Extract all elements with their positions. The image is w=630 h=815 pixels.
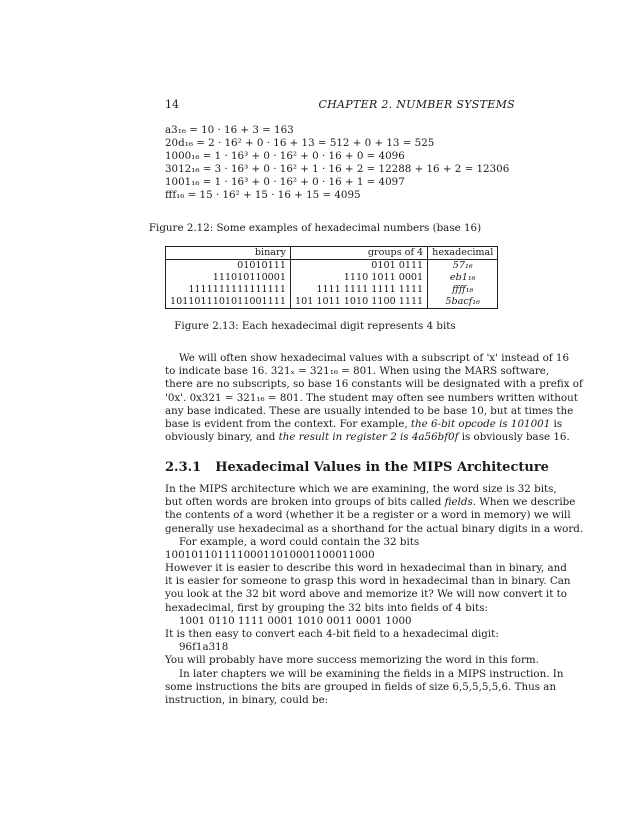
text-line: any base indicated. These are usually intended to be base 10, but at times the (165, 404, 574, 417)
hex-examples-equations (165, 124, 509, 202)
text-line: you look at the 32 bit word above and memorize it? We will now convert it to (165, 588, 567, 601)
hex-conversion-table (165, 246, 498, 309)
text-line: the contents of a word (whether it be a register or a word in memory) we will (165, 509, 571, 522)
memorize-line: You will probably have more success memorizing the word in this form. (165, 654, 539, 666)
text-line: it is easier for someone to grasp this word in hexadecimal than in binary. Can (165, 575, 571, 588)
paragraph-instruction-fields (165, 668, 564, 708)
convert-line: It is then easy to convert each 4-bit field to a hexadecimal digit: (165, 628, 499, 640)
paragraph-subscript-notation (165, 352, 583, 444)
table-row (166, 284, 498, 296)
grouped-word: 1001 0110 1111 0001 1010 0011 0001 1000 (179, 615, 412, 627)
table-cell: 57₁₆ (428, 260, 498, 273)
table-cell: 1011011101011001111 (166, 296, 291, 309)
text-line: instruction, in binary, could be: (165, 694, 329, 707)
table-cell: 01010111 (166, 260, 291, 273)
table-row (166, 260, 498, 273)
table-header-row (166, 247, 498, 260)
table-row (166, 296, 498, 309)
text-line: generally use hexadecimal as a shorthand for the actual binary digits in a word. (165, 522, 584, 535)
table-cell: 5bacf₁₆ (428, 296, 498, 309)
table-cell: 101 1011 1010 1100 1111 (290, 296, 427, 309)
page-number: 14 (165, 98, 179, 111)
text-line: hexadecimal, first by grouping the 32 bits into fields of 4 bits: (165, 601, 488, 614)
text-line: We will often show hexadecimal values with a subscript of 'x' instead of 16 (179, 352, 570, 364)
paragraph-hex-shorthand (165, 562, 571, 615)
equation: fff₁₆ = 15 · 16² + 15 · 16 + 15 = 4095 (165, 189, 361, 201)
binary-word: 10010110111100011010001100011000 (165, 549, 375, 561)
column-header-groups: groups of 4 (290, 247, 427, 260)
table-cell: 0101 0111 (290, 260, 427, 273)
text-line: In later chapters we will be examining the fields in a MIPS instruction. In (179, 668, 564, 680)
section-title: Hexadecimal Values in the MIPS Architecture (215, 460, 549, 475)
table-cell: 111010110001 (166, 272, 291, 284)
figure-2-13-caption: Figure 2.13: Each hexadecimal digit represents 4 bits (174, 320, 456, 332)
equation: 1001₁₆ = 1 · 16³ + 0 · 16² + 0 · 16 + 1 = 4097 (165, 176, 405, 188)
example-intro-line: For example, a word could contain the 32 bits (179, 536, 420, 548)
hex-word: 96f1a318 (179, 641, 229, 653)
section-heading (165, 460, 563, 475)
paragraph-word-size (165, 483, 584, 536)
text-line: '0x'. 0x321 = 321₁₆ = 801. The student may often see numbers written without (165, 391, 578, 404)
table-cell: 1110 1011 0001 (290, 272, 427, 284)
text-line: However it is easier to describe this word in hexadecimal than in binary, and (165, 562, 567, 574)
equation: 1000₁₆ = 1 · 16³ + 0 · 16² + 0 · 16 + 0 = 4096 (165, 150, 405, 162)
table-cell: eb1₁₆ (428, 272, 498, 284)
table-cell: 1111 1111 1111 1111 (290, 284, 427, 296)
table-cell: ffff₁₆ (428, 284, 498, 296)
text-line: base is evident from the context. For example, the 6-bit opcode is 101001 is (165, 418, 563, 431)
column-header-binary: binary (166, 247, 291, 260)
column-header-hex: hexadecimal (428, 247, 498, 260)
chapter-title: CHAPTER 2. NUMBER SYSTEMS (318, 98, 515, 111)
equation: 3012₁₆ = 3 · 16³ + 0 · 16² + 1 · 16 + 2 = 12288 + 16 + 2 = 12306 (165, 163, 510, 175)
figure-2-12-caption: Figure 2.12: Some examples of hexadecimal numbers (base 16) (148, 222, 482, 234)
table-cell: 1111111111111111 (166, 284, 291, 296)
text-line: In the MIPS architecture which we are examining, the word size is 32 bits, (165, 483, 557, 495)
text-line: some instructions the bits are grouped in fields of size 6,5,5,5,5,6. Thus an (165, 681, 557, 694)
equation: 20d₁₆ = 2 · 16² + 0 · 16 + 13 = 512 + 0 + 13 = 525 (165, 137, 435, 149)
equation: a3₁₆ = 10 · 16 + 3 = 163 (165, 124, 294, 136)
text-line: but often words are broken into groups of bits called fields. When we describe (165, 496, 576, 509)
text-line: there are no subscripts, so base 16 constants will be designated with a prefix of (165, 378, 583, 391)
table-row (166, 272, 498, 284)
section-number: 2.3.1 (165, 460, 202, 475)
text-line: to indicate base 16. 321ₓ = 321₁₆ = 801. When using the MARS software, (165, 365, 550, 378)
text-line: obviously binary, and the result in register 2 is 4a56bf0f is obviously base 16. (165, 431, 570, 444)
